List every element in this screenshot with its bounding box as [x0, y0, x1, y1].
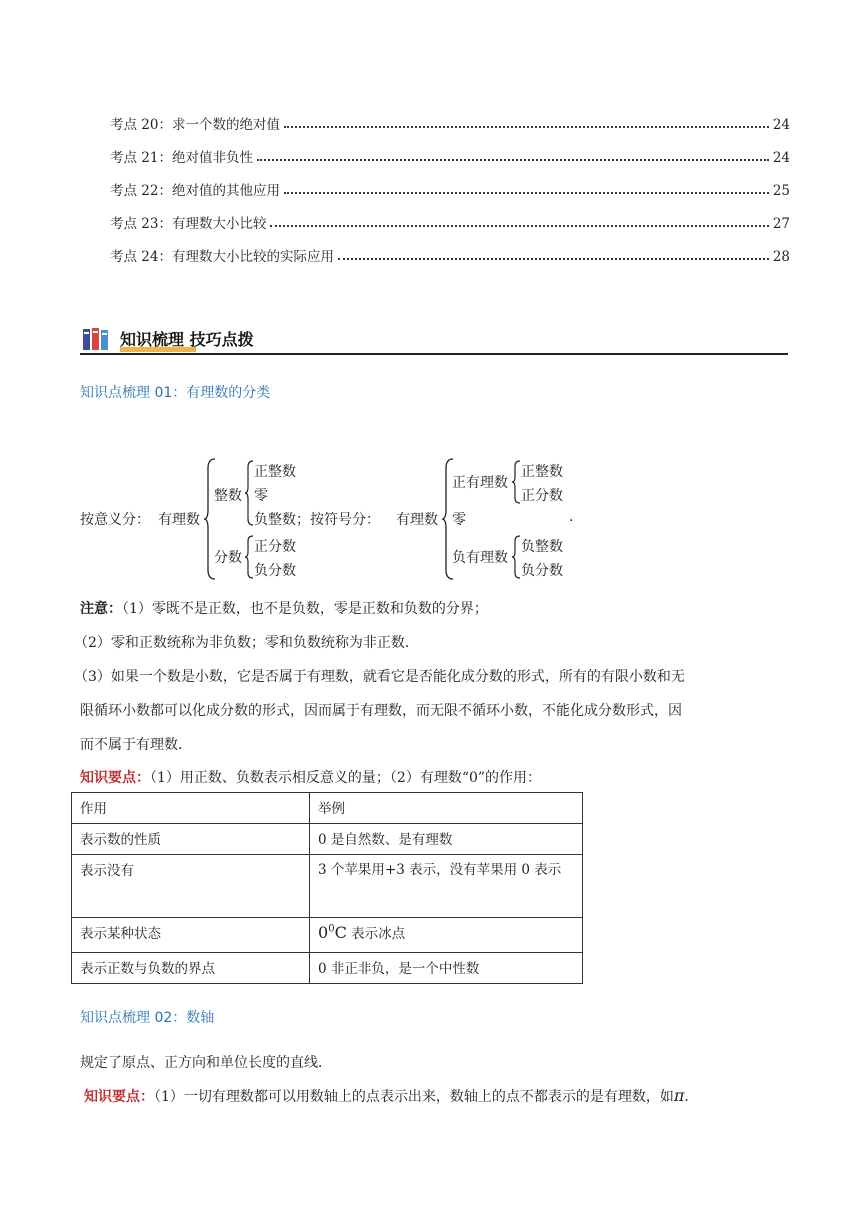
key-points-1-text: （1）用正数、负数表示相反意义的量；（2）有理数“0”的作用： [150, 770, 542, 786]
toc-entry-label: 考点 23：有理数大小比较 [110, 216, 267, 232]
integer-label: 整数 [214, 488, 242, 504]
table-cell [310, 918, 583, 953]
pos-int-label: 正整数 [254, 464, 296, 480]
note-3b: 限循环小数都可以化成分数的形式，因而属于有理数，而无限不循环小数，不能化成分数形式，因 [80, 703, 682, 719]
table-cell: 3 个苹果用+3 表示，没有苹果用 0 表示 [310, 855, 583, 918]
pos-rational-brace-icon [511, 460, 521, 504]
neg-frac2-label: 负分数 [521, 563, 563, 579]
temp-desc: 表示冰点 [351, 926, 406, 942]
table-header-row [72, 793, 583, 824]
temperature [318, 923, 347, 942]
table-row [72, 918, 583, 953]
neg-frac-label: 负分数 [254, 563, 296, 579]
pos-int2-label: 正整数 [521, 464, 563, 480]
note-label: 注意： [80, 601, 122, 617]
table-header: 举例 [310, 793, 583, 824]
rational2-label: 有理数 [396, 512, 438, 528]
temp-value: 0 [318, 923, 329, 942]
table-cell: 0 非正非负，是一个中性数 [310, 953, 583, 984]
by-meaning-label: 按意义分： [80, 512, 150, 528]
pos-frac2-label: 正分数 [521, 488, 563, 504]
table-row [72, 953, 583, 984]
toc-leader [338, 258, 769, 260]
toc-entry-page: 28 [772, 249, 790, 265]
note-1 [80, 598, 790, 618]
table-row [72, 824, 583, 855]
pos-frac-label: 正分数 [254, 539, 296, 555]
fraction-label: 分数 [214, 550, 242, 566]
toc-entry[interactable] [110, 146, 790, 166]
toc-entry[interactable] [110, 245, 790, 265]
books-icon [82, 327, 114, 351]
key-points-2-end: ． [684, 1089, 699, 1105]
toc-leader [257, 159, 769, 161]
toc-leader [284, 126, 769, 128]
key-points-2-text: （1）一切有理数都可以用数轴上的点表示出来，数轴上的点不都表示的是有理数，如 [154, 1089, 674, 1105]
note-3a: （3）如果一个数是小数，它是否属于有理数，就看它是否能化成分数的形式，所有的有限小数和无 [74, 669, 685, 685]
toc-entry[interactable] [110, 212, 790, 232]
section-title [120, 327, 254, 350]
axis-definition: 规定了原点、正方向和单位长度的直线． [80, 1055, 332, 1071]
diagram-end-period: . [569, 509, 574, 525]
pos-rational-label: 正有理数 [452, 475, 508, 491]
zero-role-table [71, 792, 583, 984]
kp2-title: 知识点梳理 02：数轴 [80, 1010, 215, 1026]
toc-entry-label: 考点 20：求一个数的绝对值 [110, 117, 280, 133]
neg-int2-label: 负整数 [521, 539, 563, 555]
neg-int-label: 负整数 [254, 512, 296, 528]
temp-degree: 0 [328, 923, 335, 935]
toc-entry-label: 考点 22：绝对值的其他应用 [110, 183, 280, 199]
rational-label: 有理数 [158, 512, 200, 528]
table-cell: 表示数的性质 [72, 824, 310, 855]
key-points-2 [84, 1086, 794, 1106]
integer-brace-icon [244, 460, 254, 526]
table-cell: 0 是自然数、是有理数 [310, 824, 583, 855]
toc-entry[interactable] [110, 179, 790, 199]
toc-leader [284, 192, 769, 194]
toc-entry-label: 考点 21：绝对值非负性 [110, 150, 253, 166]
table-row [72, 855, 583, 918]
by-sign-label: ；按符号分： [296, 512, 380, 528]
neg-rational-brace-icon [511, 535, 521, 579]
key-label: 知识要点： [84, 1089, 154, 1105]
zero-label: 零 [254, 488, 268, 504]
note-3c: 而不属于有理数． [80, 737, 192, 753]
toc-entry-page: 24 [772, 150, 790, 166]
pi-symbol: π [673, 1086, 685, 1105]
note-1-text: （1）零既不是正数，也不是负数，零是正数和负数的分界； [122, 601, 488, 617]
table-cell: 表示某种状态 [72, 918, 310, 953]
toc-entry[interactable] [110, 113, 790, 133]
toc-leader [270, 225, 768, 227]
toc-entry-page: 24 [772, 117, 790, 133]
key-points-1 [80, 767, 790, 787]
toc-entry-label: 考点 24：有理数大小比较的实际应用 [110, 249, 334, 265]
fraction-brace-icon [244, 535, 254, 579]
table-cell: 表示正数与负数的界点 [72, 953, 310, 984]
note-2: （2）零和正数统称为非负数；零和负数统称为非正数． [74, 635, 419, 651]
section-title-text: 知识梳理 技巧点拨 [120, 330, 254, 349]
section-heading [80, 323, 788, 355]
toc-entry-page: 25 [772, 183, 790, 199]
table-cell: 表示没有 [72, 855, 310, 918]
temp-unit: C [334, 923, 347, 942]
zero2-label: 零 [452, 512, 466, 528]
neg-rational-label: 负有理数 [452, 550, 508, 566]
key-label: 知识要点： [80, 770, 150, 786]
table-header: 作用 [72, 793, 310, 824]
kp1-title: 知识点梳理 01：有理数的分类 [80, 385, 271, 401]
toc-entry-page: 27 [772, 216, 790, 232]
